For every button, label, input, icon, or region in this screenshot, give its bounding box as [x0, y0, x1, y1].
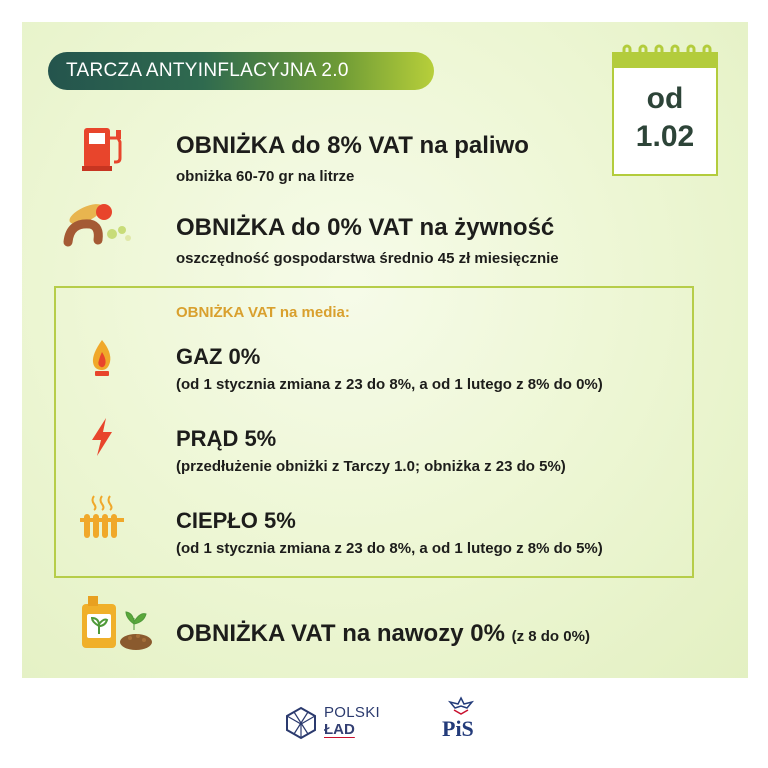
campaign-tag-label: TARCZA ANTYINFLACYJNA 2.0 — [66, 60, 349, 81]
pis-logo — [436, 696, 492, 746]
fertilizer-title-text: OBNIŻKA VAT na nawozy 0% — [176, 620, 505, 647]
food-title: OBNIŻKA do 0% VAT na żywność — [176, 214, 555, 241]
electricity-title: PRĄD 5% — [176, 426, 277, 451]
gas-subtitle: (od 1 stycznia zmiana z 23 do 8%, a od 1 lutego z 8% do 0%) — [176, 376, 603, 393]
eagle-crown-icon — [446, 696, 476, 718]
fuel-subtitle: obniżka 60-70 gr na litrze — [176, 168, 355, 185]
pis-text: PiS — [442, 716, 474, 741]
calendar-rings-icon — [620, 44, 712, 66]
food-subtitle: oszczędność gospodarstwa średnio 45 zł miesięcznie — [176, 250, 559, 267]
gas-flame-icon — [88, 338, 116, 378]
food-icon — [60, 200, 140, 250]
polski-lad-line-1: POLSKI — [324, 704, 380, 721]
fertilizer-note: (z 8 do 0%) — [511, 628, 590, 645]
campaign-tag — [48, 52, 434, 90]
calendar-line-2: 1.02 — [635, 120, 695, 153]
heat-title: CIEPŁO 5% — [176, 508, 296, 533]
gas-title: GAZ 0% — [176, 344, 261, 369]
electricity-subtitle: (przedłużenie obniżki z Tarczy 1.0; obniżka z 23 do 5%) — [176, 458, 566, 475]
media-section-box — [54, 286, 694, 578]
fuel-pump-icon — [80, 122, 126, 172]
fertilizer-title — [176, 620, 590, 648]
fertilizer-icon — [78, 594, 154, 652]
polski-lad-line-2: ŁAD — [324, 721, 355, 738]
heat-subtitle: (od 1 stycznia zmiana z 23 do 8%, a od 1 lutego z 8% do 5%) — [176, 540, 603, 557]
calendar-line-1: od — [646, 82, 684, 115]
radiator-icon — [78, 492, 126, 540]
calendar — [612, 52, 718, 176]
polski-lad-emblem-icon — [284, 706, 318, 740]
fuel-title: OBNIŻKA do 8% VAT na paliwo — [176, 132, 529, 159]
media-section-header: OBNIŻKA VAT na media: — [176, 304, 350, 321]
lightning-icon — [88, 416, 116, 458]
polski-lad-logo — [284, 700, 394, 744]
